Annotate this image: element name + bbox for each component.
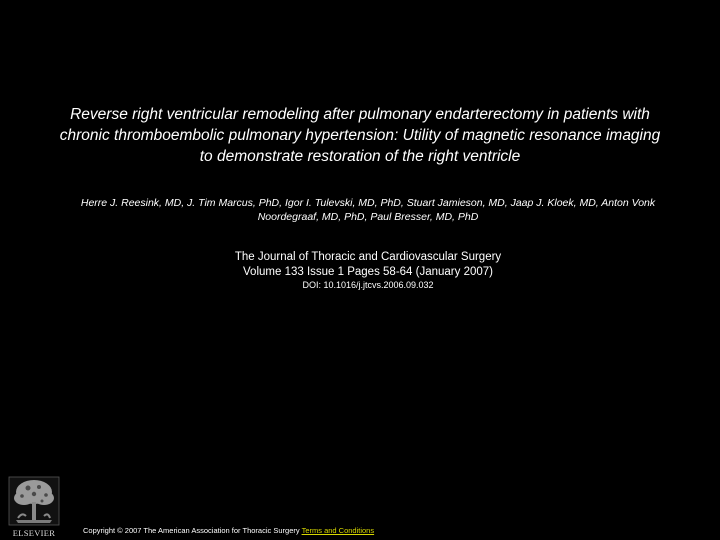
publisher-name: ELSEVIER bbox=[12, 528, 56, 538]
journal-name: The Journal of Thoracic and Cardiovascular Surgery bbox=[234, 251, 502, 263]
terms-link[interactable]: Terms and Conditions bbox=[301, 526, 375, 535]
title-line: to demonstrate restoration of the right ventricle bbox=[199, 148, 521, 165]
journal-volume: Volume 133 Issue 1 Pages 58-64 (January 2007) bbox=[243, 266, 493, 278]
elsevier-tree-icon bbox=[6, 474, 62, 528]
article-title bbox=[20, 104, 700, 167]
journal-citation bbox=[120, 250, 616, 280]
doi: DOI: 10.1016/j.jtcvs.2006.09.032 bbox=[302, 280, 434, 290]
title-line: Reverse right ventricular remodeling after pulmonary endarterectomy in patients with bbox=[70, 106, 650, 123]
publisher-logo bbox=[6, 474, 62, 538]
author-line: Noordegraaf, MD, PhD, Paul Bresser, MD, PhD bbox=[257, 210, 479, 223]
copyright-text: Copyright © 2007 The American Association for Thoracic Surgery bbox=[83, 526, 300, 535]
footer bbox=[83, 526, 374, 535]
author-line: Herre J. Reesink, MD, J. Tim Marcus, PhD, Igor I. Tulevski, MD, PhD, Stuart Jamieson, MD, Jaap J. Kloek, MD, Anton Vonk bbox=[80, 197, 656, 209]
author-list bbox=[40, 197, 696, 224]
title-line: chronic thromboembolic pulmonary hypertension: Utility of magnetic resonance imaging bbox=[59, 127, 661, 144]
